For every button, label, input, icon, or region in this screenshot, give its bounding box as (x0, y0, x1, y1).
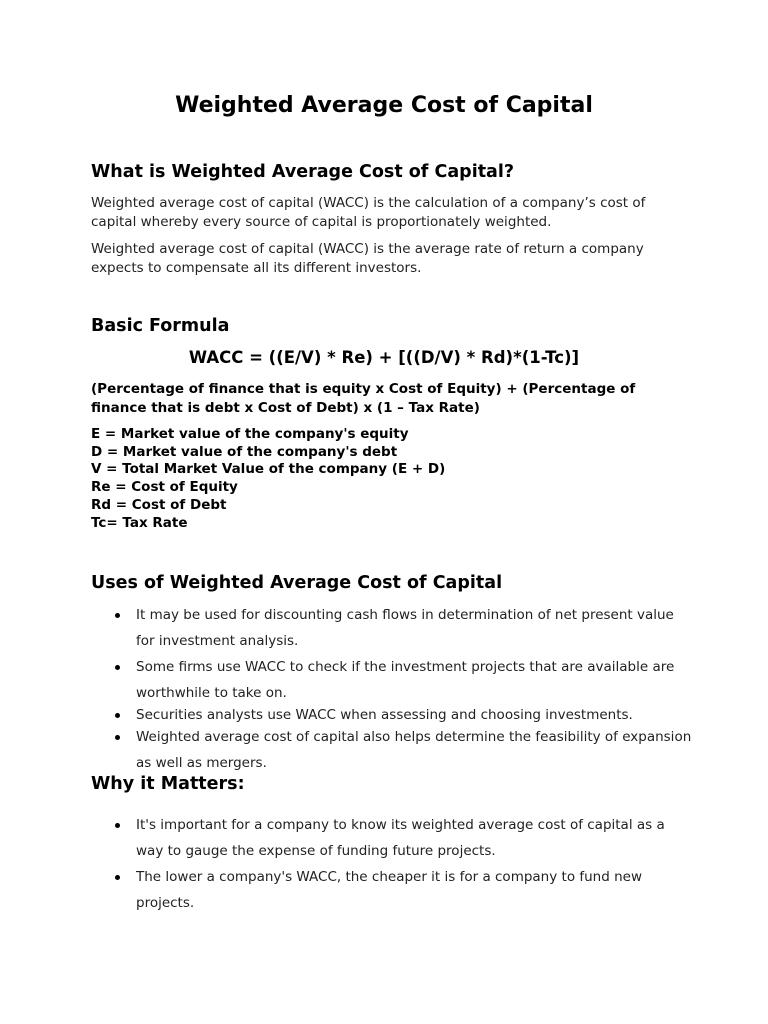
uses-list (91, 602, 691, 776)
bullet-icon (115, 823, 120, 828)
list-item-text: Weighted average cost of capital also helps determine the feasibility of expansion as well as mergers. (136, 729, 692, 771)
list-item (91, 706, 691, 724)
bullet-icon (115, 713, 120, 718)
list-item (91, 654, 691, 706)
what-is-paragraph-1: Weighted average cost of capital (WACC) is the calculation of a company’s cost of capital whereby every source of capital is proportionately weighted. (91, 195, 646, 230)
definition-re: Re = Cost of Equity (91, 479, 238, 496)
variable-definitions (91, 426, 681, 532)
list-item-text: Securities analysts use WACC when assessing and choosing investments. (136, 707, 633, 723)
list-item (91, 724, 691, 776)
list-item (91, 602, 691, 654)
definition-rd: Rd = Cost of Debt (91, 496, 227, 513)
formula-explanation: (Percentage of finance that is equity x Cost of Equity) + (Percentage of finance that is debt x Cost of Debt) x (1 – Tax Rate) (91, 381, 636, 416)
list-item (91, 812, 691, 864)
section-heading-uses: Uses of Weighted Average Cost of Capital (91, 573, 503, 593)
definition-d: D = Market value of the company's debt (91, 443, 398, 460)
bullet-icon (115, 875, 120, 880)
list-item (91, 864, 691, 916)
bullet-icon (115, 613, 120, 618)
definition-e: E = Market value of the company's equity (91, 426, 409, 442)
list-item-text: It may be used for discounting cash flows in determination of net present value for investment analysis. (136, 607, 674, 649)
definition-v: V = Total Market Value of the company (E + D) (91, 461, 446, 478)
wacc-formula: WACC = ((E/V) * Re) + [((D/V) * Rd)*(1-Tc)] (188, 348, 580, 367)
what-is-paragraph-2: Weighted average cost of capital (WACC) is the average rate of return a company expects to compensate all its different investors. (91, 241, 644, 276)
section-heading-basic-formula: Basic Formula (91, 316, 230, 336)
section-heading-what-is: What is Weighted Average Cost of Capital? (91, 162, 515, 182)
list-item-text: Some firms use WACC to check if the investment projects that are available are worthwhile to take on. (136, 659, 675, 701)
bullet-icon (115, 665, 120, 670)
document-title: Weighted Average Cost of Capital (175, 93, 593, 118)
definition-tc: Tc= Tax Rate (91, 514, 188, 531)
list-item-text: It's important for a company to know its weighted average cost of capital as a way to gauge the expense of funding future projects. (136, 817, 665, 859)
why-matters-list (91, 812, 691, 916)
bullet-icon (115, 735, 120, 740)
section-heading-why-it-matters: Why it Matters: (91, 774, 245, 794)
list-item-text: The lower a company's WACC, the cheaper it is for a company to fund new projects. (136, 869, 642, 911)
